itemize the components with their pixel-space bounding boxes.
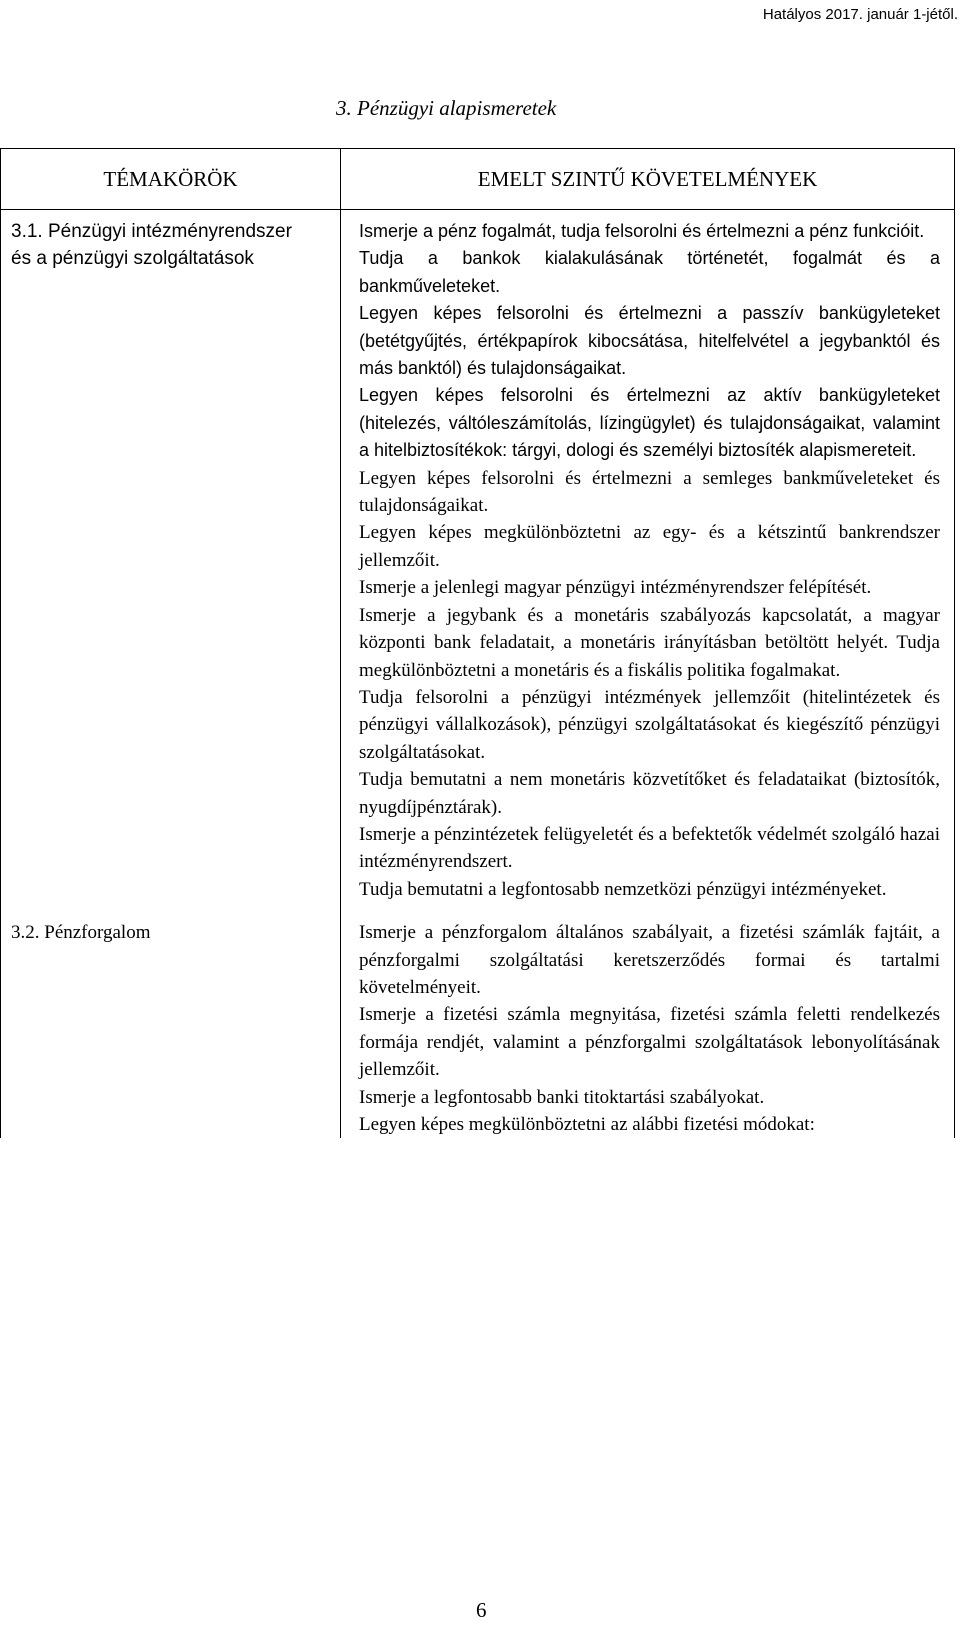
requirement-item: Ismerje a fizetési számla megnyitása, fizetési számla feletti rendelkezés formája rendjét, valamint a pénzforgalmi szolgáltatások lebonyolításának jellemzőit. [359,1004,940,1081]
topic-label: 3.2. Pénzforgalom [11,922,151,944]
topic-cell [1,210,341,904]
table-header-row [1,149,955,210]
requirement-item: Legyen képes felsorolni és értelmezni az aktív bankügyleteket (hitelezés, váltóleszámítolás, lízingügylet) és tulajdonságaikat, valamint a hitelbiztosítékok: tárgyi, dologi és személyi biztosíték alapismereteit. [359,385,940,461]
page-number: 6 [476,1598,487,1622]
validity-text: Hatályos 2017. január 1-jétől. [762,6,958,23]
requirement-item: Tudja a bankok kialakulásának történetét, fogalmát és a bankműveleteket. [359,248,940,296]
requirement-item: Ismerje a jelenlegi magyar pénzügyi intézményrendszer felépítését. [359,577,872,599]
validity-note [0,6,960,23]
table-row [1,210,955,904]
requirement-item: Ismerje a pénz fogalmát, tudja felsorolni és értelmezni a pénz funkcióit. [359,221,925,241]
section-title: 3. Pénzügyi alapismeretek [336,96,557,120]
requirement-item: Tudja bemutatni a legfontosabb nemzetközi pénzügyi intézményeket. [359,878,887,900]
topic-label: 3.1. Pénzügyi intézményrendszer és a pénzügyi szolgáltatások [11,221,292,270]
requirement-item: Legyen képes felsorolni és értelmezni a semleges bankműveleteket és tulajdonságaikat. [359,467,940,517]
requirement-item: Ismerje a jegybank és a monetáris szabályozás kapcsolatát, a magyar központi bank feladatait, a monetáris irányításban betöltött helyét. Tudja megkülönböztetni a monetáris és a fiskális politika fogalmakat. [359,604,940,681]
requirement-item: Legyen képes megkülönböztetni az egy- és a kétszintű bankrendszer jellemzőit. [359,522,940,571]
requirement-item: Legyen képes felsorolni és értelmezni a passzív bankügyleteket (betétgyűjtés, értékpapírok kibocsátása, hitelfelvétel a jegybanktól és más banktól) és tulajdonságaikat. [359,303,940,379]
requirement-item: Ismerje a pénzintézetek felügyeletét és a befektetők védelmét szolgáló hazai intézményrendszert. [359,823,940,873]
topic-cell [1,903,341,1138]
requirement-item: Tudja bemutatni a nem monetáris közvetítőket és feladataikat (biztosítók, nyugdíjpénztárak). [359,769,940,818]
requirement-item: Tudja felsorolni a pénzügyi intézmények jellemzőit (hitelintézetek és pénzügyi vállalkozások), pénzügyi szolgáltatásokat és kiegészítő pénzügyi szolgáltatásokat. [359,686,940,763]
column-header-topics: TÉMAKÖRÖK [1,149,341,210]
table-row [1,903,955,1138]
requirement-item: Ismerje a pénzforgalom általános szabályait, a fizetési számlák fajtáit, a pénzforgalmi szolgáltatási keretszerződés formai és tartalmi követelményeit. [359,922,940,998]
requirements-cell [341,210,955,904]
requirement-item: Legyen képes megkülönböztetni az alábbi fizetési módokat: [359,1114,815,1135]
requirements-table [0,148,955,1138]
requirement-item: Ismerje a legfontosabb banki titoktartási szabályokat. [359,1086,765,1108]
requirements-cell [341,903,955,1138]
column-header-requirements: EMELT SZINTŰ KÖVETELMÉNYEK [341,149,955,210]
